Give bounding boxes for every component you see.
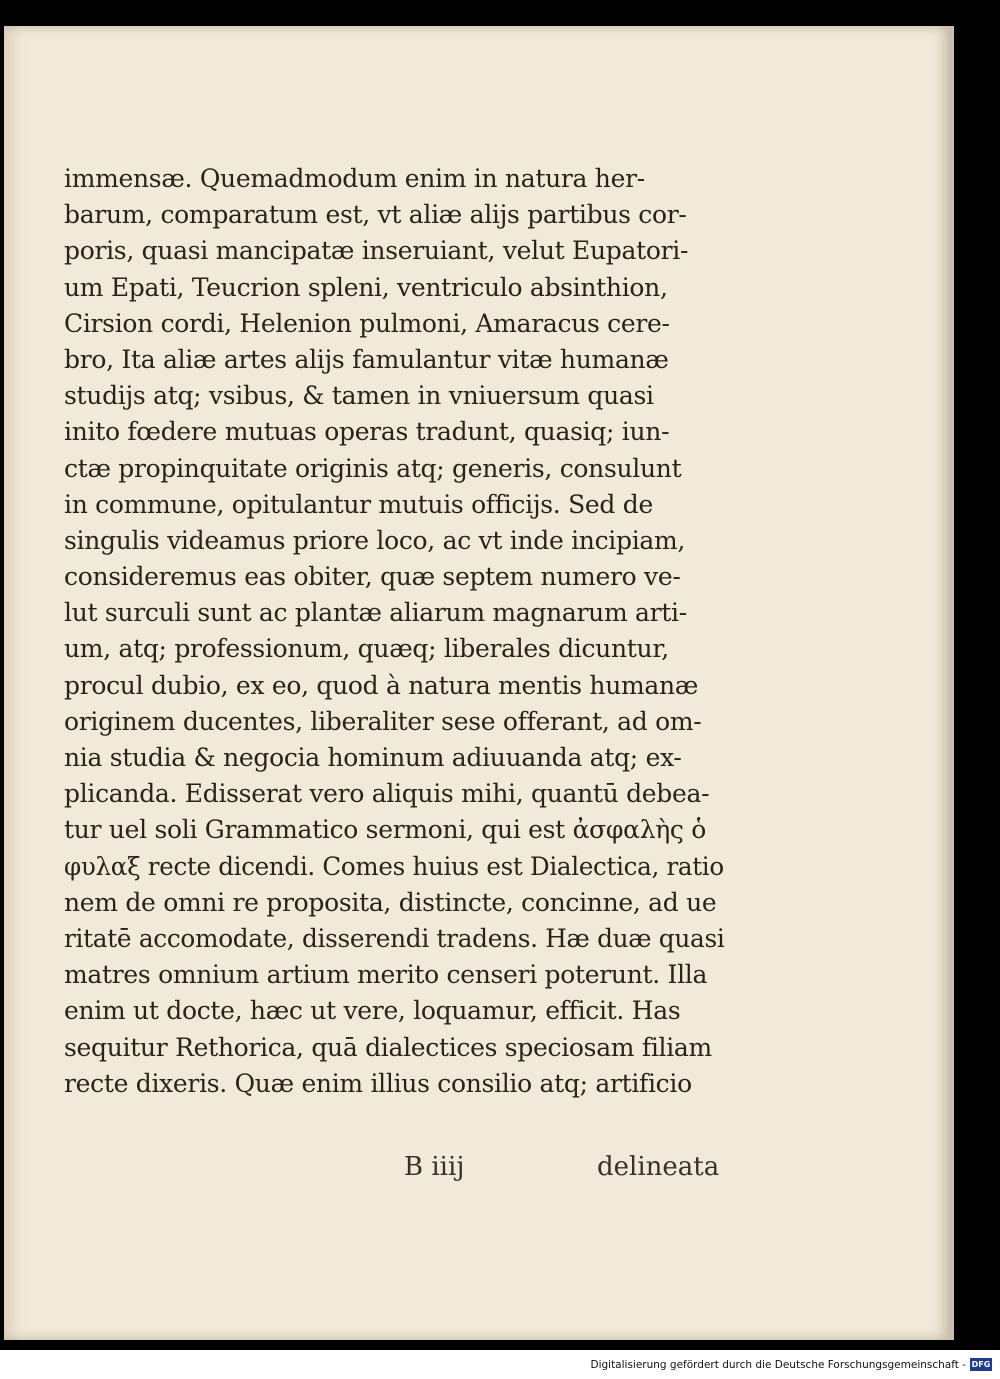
text-line: consideremus eas obiter, quæ septem numero ve- bbox=[64, 562, 681, 592]
text-line: immensæ. Quemadmodum enim in natura her- bbox=[64, 164, 645, 193]
text-line: enim ut docte, hæc ut vere, loquamur, efficit. Has bbox=[64, 996, 681, 1026]
signature-line bbox=[64, 1147, 724, 1187]
text-line: inito fœdere mutuas operas tradunt, quasiq; iun- bbox=[64, 417, 670, 447]
text-line: plicanda. Edisserat vero aliquis mihi, quantū debea- bbox=[64, 779, 710, 809]
text-line: poris, quasi mancipatæ inseruiant, velut Eupatori- bbox=[64, 236, 689, 266]
text-line: sequitur Rethorica, quā dialectices speciosam filiam bbox=[64, 1032, 712, 1062]
text-line: lut surculi sunt ac plantæ aliarum magnarum arti- bbox=[64, 598, 687, 628]
footer-credit: Digitalisierung gefördert durch die Deutsche Forschungsgemeinschaft - bbox=[590, 1359, 966, 1371]
text-line: recte dixeris. Quæ enim illius consilio atq; artificio bbox=[64, 1068, 692, 1098]
text-line: ctæ propinquitate originis atq; generis, consulunt bbox=[64, 453, 682, 483]
text-block bbox=[64, 161, 724, 1102]
text-line: bro, Ita aliæ artes alijs famulantur vitæ humanæ bbox=[64, 344, 669, 374]
text-line: matres omnium artium merito censeri poterunt. Illa bbox=[64, 960, 708, 990]
book-page bbox=[4, 26, 948, 1340]
text-line: originem ducentes, liberaliter sese offerant, ad om- bbox=[64, 706, 702, 736]
text-line: Cirsion cordi, Helenion pulmoni, Amaracus cere- bbox=[64, 308, 670, 338]
catchword: delineata bbox=[597, 1152, 720, 1182]
text-line: barum, comparatum est, vt aliæ alijs partibus cor- bbox=[64, 200, 687, 230]
text-line: studijs atq; vsibus, & tamen in vniuersum quasi bbox=[64, 381, 654, 411]
text-line: tur uel soli Grammatico sermoni, qui est ἀσφαλὴς ὁ bbox=[64, 815, 707, 845]
text-line: φυλαξ recte dicendi. Comes huius est Dialectica, ratio bbox=[64, 851, 724, 881]
text-line: procul dubio, ex eo, quod à natura mentis humanæ bbox=[64, 670, 699, 700]
text-line: in commune, opitulantur mutuis officijs. Sed de bbox=[64, 489, 653, 519]
dfg-logo-icon: DFG bbox=[971, 1360, 991, 1369]
footer bbox=[0, 1356, 1000, 1376]
text-line: nem de omni re proposita, distincte, concinne, ad ue bbox=[64, 887, 717, 917]
text-line: singulis videamus priore loco, ac vt inde incipiam, bbox=[64, 525, 686, 555]
text-line: um Epati, Teucrion spleni, ventriculo absinthion, bbox=[64, 272, 668, 302]
page-edge bbox=[948, 26, 954, 1340]
text-line: um, atq; professionum, quæq; liberales dicuntur, bbox=[64, 634, 669, 664]
signature-mark: B iiij bbox=[404, 1152, 465, 1182]
text-line: ritatē accomodate, disserendi tradens. Hæ duæ quasi bbox=[64, 923, 725, 953]
text-line: nia studia & negocia hominum adiuuanda atq; ex- bbox=[64, 743, 682, 772]
